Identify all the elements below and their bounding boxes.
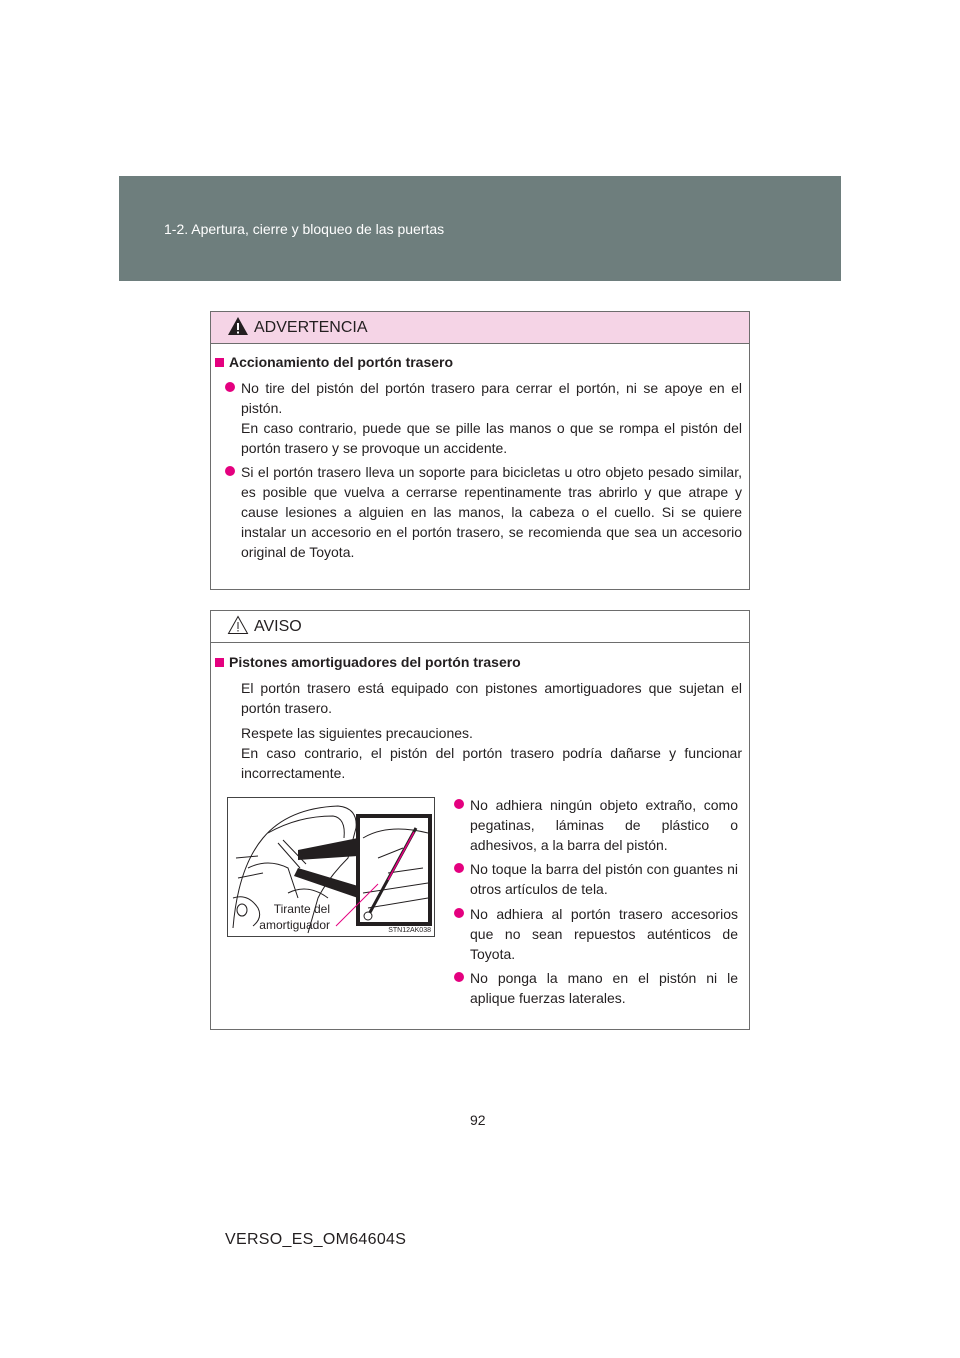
notice-paragraph-1: El portón trasero está equipado con pistones amortiguadores que sujetan el portón trasero. <box>241 680 742 716</box>
square-bullet-icon <box>215 358 224 367</box>
notice-heading: Pistones amortiguadores del portón trasero <box>215 654 521 670</box>
warning-bullet-1-line1: No tire del pistón del portón trasero para cerrar el portón, ni se apoye en el pistón. <box>241 380 742 416</box>
figure-label-line1: Tirante del <box>273 902 330 916</box>
warning-box <box>210 311 750 590</box>
section-header <box>119 176 841 281</box>
bullet-dot-icon <box>225 466 235 476</box>
section-title: 1-2. Apertura, cierre y bloqueo de las puertas <box>164 221 445 237</box>
warning-bullet-1-line2: En caso contrario, puede que se pille las manos o que se rompa el pistón del portón trasero y se provoque un accidente. <box>241 420 742 456</box>
square-bullet-icon <box>215 658 224 667</box>
notice-bullet-4: No ponga la mano en el pistón ni le aplique fuerzas laterales. <box>470 968 738 1008</box>
damper-illustration <box>227 797 435 937</box>
notice-bullet-2: No toque la barra del pistón con guantes ni otros artículos de tela. <box>470 859 738 899</box>
warning-bullet-1 <box>241 378 742 458</box>
notice-header <box>211 611 749 643</box>
warning-heading: Accionamiento del portón trasero <box>215 354 453 370</box>
bullet-dot-icon <box>454 799 464 809</box>
caution-triangle-icon <box>227 615 249 635</box>
notice-paragraph-2-line1: Respete las siguientes precauciones. <box>241 725 473 741</box>
document-code: VERSO_ES_OM64604S <box>225 1231 407 1248</box>
figure-code: STN12AK038 <box>388 927 431 934</box>
figure-label <box>246 901 330 933</box>
notice-bullet-3: No adhiera al portón trasero accesorios que no sean repuestos auténticos de Toyota. <box>470 904 738 964</box>
warning-title: ADVERTENCIA <box>254 319 368 336</box>
page-number: 92 <box>470 1112 486 1128</box>
notice-paragraph-2-line2: En caso contrario, el pistón del portón trasero podría dañarse y funcionar incorrectamente. <box>241 745 742 781</box>
warning-bullet-2 <box>241 462 742 562</box>
notice-bullet-1: No adhiera ningún objeto extraño, como pegatinas, láminas de plástico o adhesivos, a la barra del pistón. <box>470 795 738 855</box>
bullet-dot-icon <box>454 863 464 873</box>
warning-triangle-icon <box>227 316 249 336</box>
warning-bullet-2-text: Si el portón trasero lleva un soporte para bicicletas u otro objeto pesado similar, es posible que vuelva a cerrarse repentinamente tras abrirlo y que atrape y cause lesiones a alguien en las manos, la cabeza o el cuello. Si se quiere instalar un accesorio en el portón trasero, se recomienda que sea un accesorio original de Toyota. <box>241 464 742 560</box>
warning-header <box>211 312 749 344</box>
bullet-dot-icon <box>454 908 464 918</box>
notice-title: AVISO <box>254 618 302 635</box>
bullet-dot-icon <box>454 972 464 982</box>
notice-box <box>210 610 750 1030</box>
notice-paragraph-2 <box>241 723 742 783</box>
bullet-dot-icon <box>225 382 235 392</box>
figure-label-line2: amortiguador <box>259 918 330 932</box>
